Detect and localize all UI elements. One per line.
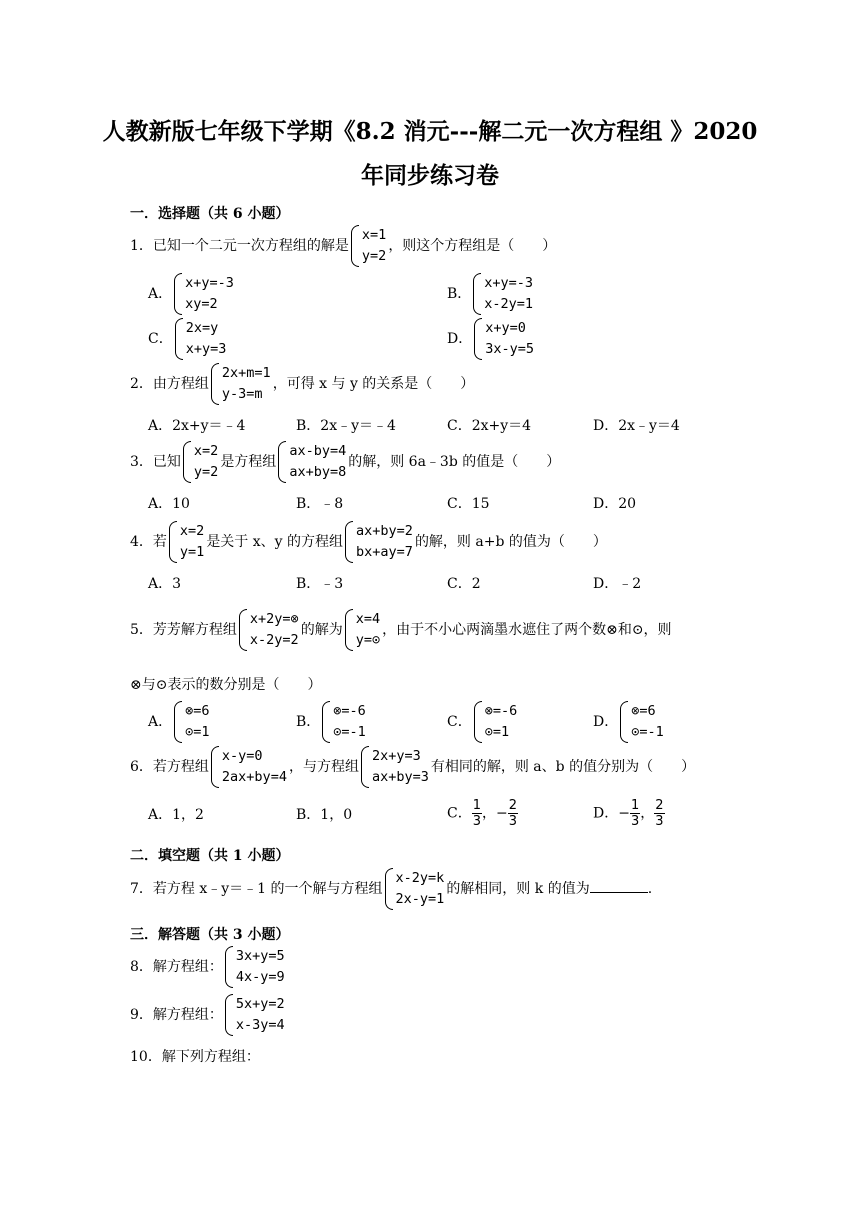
question-6: 6．若方程组 x-y=0 2ax+by=4 ，与方程组 2x+y=3 ax+by=3 有相同的解，则 a、b 的值分别为（ ） bbox=[130, 746, 695, 788]
q2-option-d[interactable]: D．2x﹣y＝4 bbox=[593, 418, 680, 434]
section-heading-choice: 一．选择题（共 6 小题） bbox=[130, 206, 290, 222]
q6-option-c[interactable]: C． $\frac{1}{3}$ ，− $\frac{2}{3}$ bbox=[447, 798, 518, 829]
q4-option-d[interactable]: D．﹣2 bbox=[593, 576, 642, 592]
q6-option-d[interactable]: D．− $\frac{1}{3}$ ， $\frac{2}{3}$ bbox=[593, 798, 664, 829]
q3-option-d[interactable]: D．20 bbox=[593, 496, 637, 512]
equation-system: 2x+m=1 y-3=m bbox=[211, 363, 271, 405]
question-4: 4．若 x=2 y=1 是关于 x、y 的方程组 ax+by=2 bx+ay=7 的解，则 a+b 的值为（ ） bbox=[130, 521, 607, 563]
q5-option-b[interactable]: B． ⊗=-6 ⊙=-1 bbox=[296, 701, 368, 743]
question-2: 2．由方程组 2x+m=1 y-3=m ，可得 x 与 y 的关系是（ ） bbox=[130, 363, 474, 405]
q5-option-a[interactable]: A． ⊗=6 ⊙=1 bbox=[148, 701, 212, 743]
q1-option-d[interactable]: D． x+y=0 3x-y=5 bbox=[447, 318, 536, 360]
q1-option-b[interactable]: B． x+y=-3 x-2y=1 bbox=[447, 273, 535, 315]
q2-option-a[interactable]: A．2x+y＝﹣4 bbox=[148, 418, 246, 434]
q1-option-a[interactable]: A． x+y=-3 xy=2 bbox=[148, 273, 236, 315]
q5-option-d[interactable]: D． ⊗=6 ⊙=-1 bbox=[593, 701, 666, 743]
q4-option-b[interactable]: B．﹣3 bbox=[296, 576, 344, 592]
q6-option-b[interactable]: B．1，0 bbox=[296, 807, 353, 823]
question-10: 10．解下列方程组： bbox=[130, 1049, 260, 1065]
question-5: 5．芳芳解方程组 x+2y=⊗ x-2y=2 的解为 x=4 y=⊙ ，由于不小心两滴墨水遮住了两个数⊗和⊙，则 bbox=[130, 609, 672, 651]
question-8: 8．解方程组： 3x+y=5 4x-y=9 bbox=[130, 946, 287, 988]
equation-system: x=1 y=2 bbox=[351, 225, 386, 267]
question-5-line2: ⊗与⊙表示的数分别是（ ） bbox=[130, 677, 322, 693]
q3-option-a[interactable]: A．10 bbox=[148, 496, 190, 512]
q4-option-a[interactable]: A．3 bbox=[148, 576, 182, 592]
answer-blank[interactable] bbox=[590, 878, 648, 893]
section-heading-solve: 三．解答题（共 3 小题） bbox=[130, 927, 290, 943]
q4-option-c[interactable]: C．2 bbox=[447, 576, 481, 592]
question-3: 3．已知 x=2 y=2 是方程组 ax-by=4 ax+by=8 的解，则 6a﹣3b 的值是（ ） bbox=[130, 441, 560, 483]
q2-option-c[interactable]: C．2x+y＝4 bbox=[447, 418, 532, 434]
q6-option-a[interactable]: A．1，2 bbox=[148, 807, 204, 823]
section-heading-fill: 二．填空题（共 1 小题） bbox=[130, 848, 290, 864]
page-title-line2: 年同步练习卷 bbox=[361, 162, 499, 189]
question-9: 9．解方程组： 5x+y=2 x-3y=4 bbox=[130, 994, 287, 1036]
q5-option-c[interactable]: C． ⊗=-6 ⊙=1 bbox=[447, 701, 519, 743]
q3-option-b[interactable]: B．﹣8 bbox=[296, 496, 344, 512]
q2-option-b[interactable]: B．2x﹣y＝﹣4 bbox=[296, 418, 396, 434]
q1-option-c[interactable]: C． 2x=y x+y=3 bbox=[148, 318, 228, 360]
question-1: 1．已知一个二元一次方程组的解是 x=1 y=2 ，则这个方程组是（ ） bbox=[130, 225, 556, 267]
q3-option-c[interactable]: C．15 bbox=[447, 496, 490, 512]
page-title-line1: 人教新版七年级下学期《8.2 消元---解二元一次方程组 》2020 bbox=[102, 118, 758, 145]
question-7: 7．若方程 x﹣y＝﹣1 的一个解与方程组 x-2y=k 2x-y=1 的解相同，则 k 的值为 . bbox=[130, 868, 652, 910]
